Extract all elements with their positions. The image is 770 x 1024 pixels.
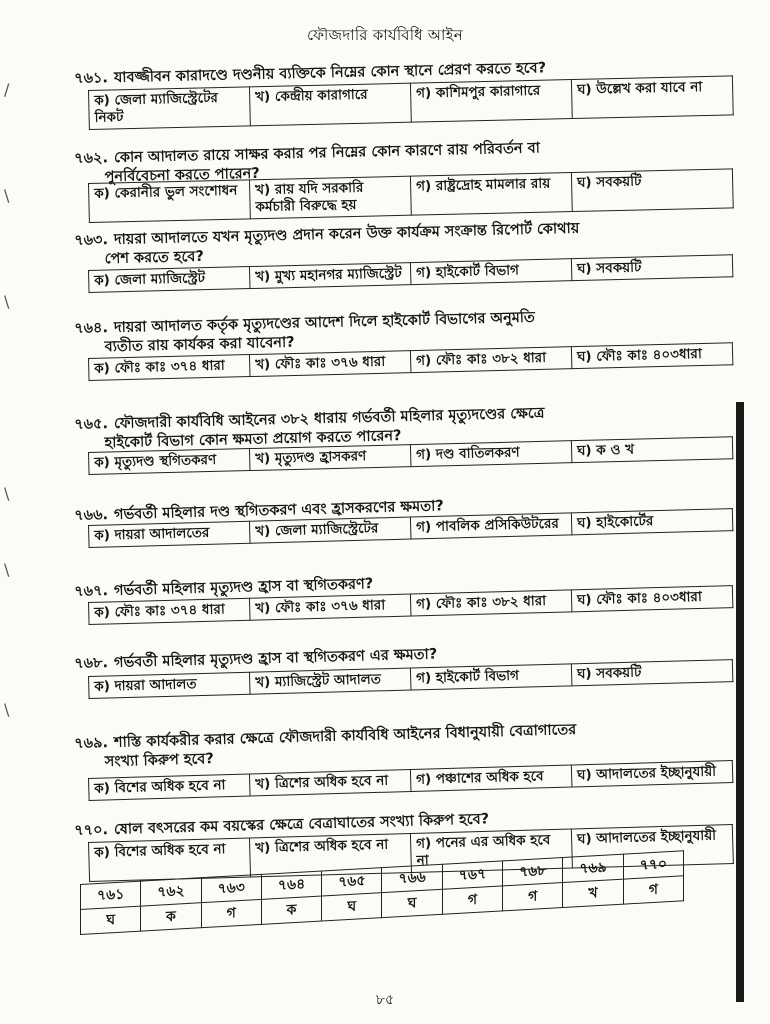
question-text: দায়রা আদালতে যখন মৃত্যুদণ্ড প্রদান করেন উক্ত কার্যক্রম সংক্রান্ত রিপোর্ট কোথায় xyxy=(113,220,580,249)
answer-key-number: ৭৬৩ xyxy=(201,874,261,902)
option-ga: গ) দণ্ড বাতিলকরণ xyxy=(410,441,571,467)
answer-key-letter: ঘ xyxy=(382,889,442,917)
option-kha: খ) ত্রিশের অধিক হবে না xyxy=(249,769,411,795)
answer-key-number: ৭৬৪ xyxy=(261,871,321,899)
answer-key-number: ৭৬২ xyxy=(141,878,201,906)
question-number: ৭৬৩. xyxy=(74,232,109,249)
option-gha: ঘ) আদালতের ইচ্ছানুযায়ী xyxy=(571,825,733,868)
option-gha: ঘ) সবকয়টি xyxy=(571,660,733,686)
page-number: ৮৫ xyxy=(375,992,395,1008)
option-ka: ক) দায়রা আদালতের xyxy=(89,521,251,547)
question-text-continued: পুনর্বিবেচনা করতে পারেন? xyxy=(104,165,260,186)
option-kha: খ) ম্যাজিস্ট্রেট আদালত xyxy=(249,668,411,694)
option-ga: গ) রাষ্ট্রদ্রোহ মামলার রায় xyxy=(410,173,572,216)
option-gha: ঘ) ফৌঃ কাঃ ৪০৩ধারা xyxy=(571,343,732,369)
question-text: শাস্তি কার্যকরীর করার ক্ষেত্রে ফৌজদারী কার্যবিধি আইনের বিধানুযায়ী বেত্রাগাতের xyxy=(113,721,577,751)
option-kha: খ) মৃত্যুদণ্ড হ্রাসকরণ xyxy=(249,445,410,471)
option-ga: গ) হাইকোর্ট বিভাগ xyxy=(410,259,571,285)
page-header: ফৌজদারি কার্যবিধি আইন xyxy=(306,26,464,44)
option-gha: ঘ) সবকয়টি xyxy=(571,169,733,212)
answer-key-number: ৭৬৭ xyxy=(442,861,502,889)
question-number: ৭৬৮. xyxy=(74,655,109,672)
option-kha: খ) রায় যদি সরকারি কর্মচারী বিরুদ্ধে হয় xyxy=(249,176,411,219)
question-text-continued: ব্যতীত রায় কার্যকর করা যাবেনা? xyxy=(104,334,295,356)
option-ga: গ) ফৌঃ কাঃ ৩৮২ ধারা xyxy=(410,347,571,373)
option-gha: ঘ) ফৌঃ কাঃ ৪০৩ধারা xyxy=(571,586,733,612)
option-ka: ক) কেরানীর ভুল সংশোধন xyxy=(89,180,251,223)
question-number: ৭৭০. xyxy=(74,822,109,839)
margin-tick-mark: / xyxy=(4,80,10,99)
option-ka: ক) দায়রা আদালত xyxy=(89,672,251,698)
option-gha: ঘ) উল্লেখ করা যাবে না xyxy=(571,76,733,119)
answer-key-letter: গ xyxy=(623,876,683,904)
option-ga: গ) পাবলিক প্রসিকিউটরের xyxy=(410,513,572,539)
question-text-continued: হাইকোর্ট বিভাগ কোন ক্ষমতা প্রয়োগ করতে পারেন? xyxy=(104,428,402,452)
option-gha: ঘ) সবকয়টি xyxy=(571,255,732,281)
question-text: গর্ভবর্তী মহিলার মৃত্যুদণ্ড হ্রাস বা স্থগিতকরণ এর ক্ষমতা? xyxy=(113,646,438,671)
answer-key-letter: ঘ xyxy=(81,906,141,934)
answer-key-letter: খ xyxy=(563,879,623,907)
question-text: দায়রা আদালত কর্তৃক মৃত্যুদণ্ডের আদেশ দিলে হাইকোর্ট বিভাগের অনুমতি xyxy=(113,309,536,337)
option-kha: খ) ফৌঃ কাঃ ৩৭৬ ধারা xyxy=(249,351,410,377)
question-text: যাবজ্জীবন কারাদণ্ডে দণ্ডনীয় ব্যক্তিকে নিম্নের কোন স্থানে প্রেরণ করতে হবে? xyxy=(113,60,547,87)
question-number: ৭৬২. xyxy=(74,150,109,167)
question-number: ৭৬৭. xyxy=(74,583,109,600)
question-number: ৭৬৫. xyxy=(74,416,109,433)
option-ga: গ) পনের এর অধিক হবে না xyxy=(410,829,572,872)
answer-key-letter: গ xyxy=(201,899,261,927)
answer-key-letter: গ xyxy=(503,883,563,911)
answer-key-letter: ঘ xyxy=(322,893,382,921)
answer-key-number: ৭৬৬ xyxy=(382,864,442,892)
question-text: ফৌজদারী কার্যবিধি আইনের ৩৮২ ধারায় গর্ভবর্তী মহিলার মৃত্যুদণ্ডের ক্ষেত্রে xyxy=(113,405,545,433)
option-ga: গ) হাইকোর্ট বিভাগ xyxy=(410,664,572,690)
option-ga: গ) কাশিমপুর কারাগারে xyxy=(410,80,572,123)
question-text-continued: পেশ করতে হবে? xyxy=(104,248,204,268)
answer-key-number: ৭৭০ xyxy=(623,851,683,879)
option-gha: ঘ) আদালতের ইচ্ছানুযায়ী xyxy=(571,761,733,787)
margin-tick-mark: \ xyxy=(4,292,10,311)
option-kha: খ) কেন্দ্রীয় কারাগারে xyxy=(249,83,411,126)
option-kha: খ) মুখ্য মহানগর ম্যাজিস্ট্রেট xyxy=(249,263,410,289)
question-text-continued: সংখ্যা কিরুপ হবে? xyxy=(104,751,214,771)
answer-key-number: ৭৬১ xyxy=(81,881,141,909)
scan-edge-bar xyxy=(736,402,744,1002)
answer-key-letter: গ xyxy=(442,886,502,914)
question-number: ৭৬৬. xyxy=(74,507,109,524)
margin-tick-mark: \ xyxy=(4,186,10,205)
margin-tick-mark: \ xyxy=(4,484,10,503)
question-text: কোন আদালত রায়ে সাক্ষর করার পর নিম্নের কোন কারণে রায় পরিবর্তন বা xyxy=(113,140,541,167)
answer-key-letter: ক xyxy=(261,896,321,924)
question-text: গর্ভবর্তী মহিলার মৃত্যুদণ্ড হ্রাস বা স্থগিতকরণ? xyxy=(113,576,374,599)
question-number: ৭৬৯. xyxy=(74,735,109,752)
option-ka: ক) জেলা ম্যাজিস্ট্রেটের নিকট xyxy=(89,87,251,130)
option-ga: গ) ফৌঃ কাঃ ৩৮২ ধারা xyxy=(410,590,572,616)
option-ka: ক) ফৌঃ কাঃ ৩৭৪ ধারা xyxy=(89,598,251,624)
margin-tick-mark: \ xyxy=(4,560,10,579)
option-ka: ক) মৃত্যুদণ্ড স্থগিতকরণ xyxy=(89,449,250,475)
answer-key-letter: ক xyxy=(141,903,201,931)
option-kha: খ) ত্রিশের অধিক হবে না xyxy=(249,833,411,876)
question-text: ষোল বৎসরের কম বয়স্কের ক্ষেত্রে বেত্রাঘাতের সংখ্যা কিরুপ হবে? xyxy=(113,811,490,838)
answer-key-number: ৭৬৯ xyxy=(563,854,623,882)
question-text: গর্ভবর্তী মহিলার দণ্ড স্থগিতকরণ এবং হ্রাসকরণের ক্ষমতা? xyxy=(113,498,444,523)
question-number: ৭৬৪. xyxy=(74,320,109,337)
option-ka: ক) বিশের অধিক হবে না xyxy=(89,838,251,881)
option-kha: খ) ফৌঃ কাঃ ৩৭৬ ধারা xyxy=(249,594,411,620)
question-number: ৭৬১. xyxy=(74,70,109,87)
margin-tick-mark: \ xyxy=(4,700,10,719)
option-ka: ক) জেলা ম্যাজিস্ট্রেট xyxy=(89,267,250,293)
option-ga: গ) পঞ্চাশের অধিক হবে xyxy=(410,765,572,791)
option-ka: ক) বিশের অধিক হবে না xyxy=(89,774,251,800)
answer-key-number: ৭৬৮ xyxy=(503,858,563,886)
option-kha: খ) জেলা ম্যাজিস্ট্রেটের xyxy=(249,517,411,543)
option-gha: ঘ) ক ও খ xyxy=(571,437,732,463)
answer-key-number: ৭৬৫ xyxy=(322,868,382,896)
option-gha: ঘ) হাইকোর্টের xyxy=(571,509,733,535)
option-ka: ক) ফৌঃ কাঃ ৩৭৪ ধারা xyxy=(89,355,250,381)
